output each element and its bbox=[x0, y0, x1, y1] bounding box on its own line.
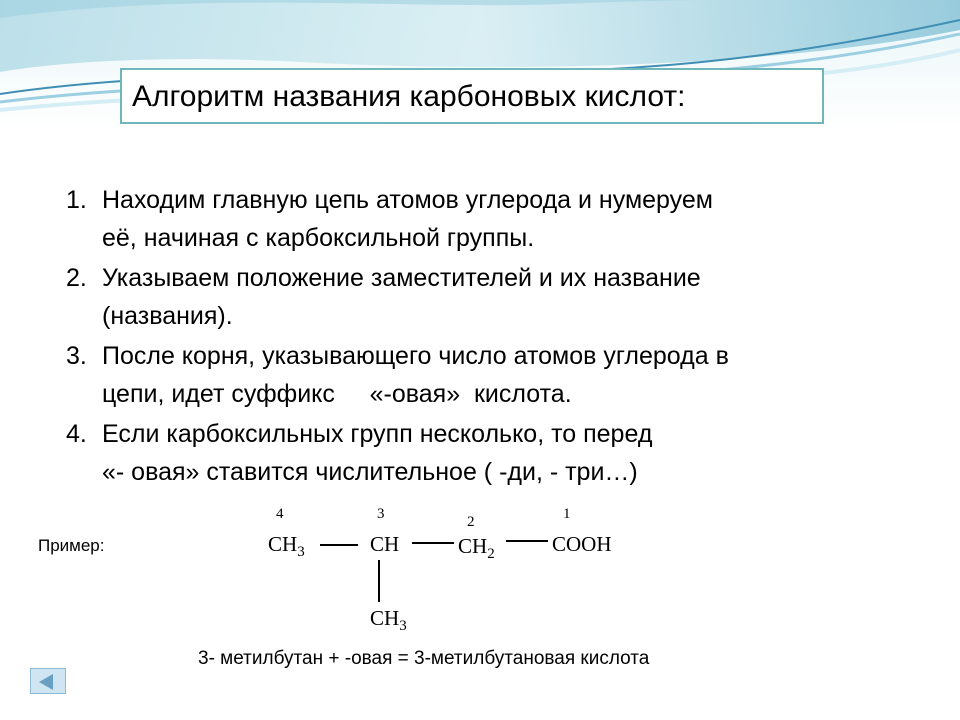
carbon-number-3: 3 bbox=[377, 506, 385, 522]
step-1-continuation: её, начиная с карбоксильной группы. bbox=[102, 224, 535, 252]
group-ch: CH bbox=[370, 532, 400, 556]
naming-equation: 3- метилбутан + -овая = 3-метилбутановая кислота bbox=[198, 648, 650, 669]
step-3 bbox=[66, 342, 729, 371]
step-3-continuation: цепи, идет суффикс «-овая» кислота. bbox=[102, 380, 572, 408]
bond-4-3 bbox=[320, 544, 358, 546]
bond-2-1 bbox=[506, 540, 548, 542]
branch-bond bbox=[378, 560, 380, 602]
step-2-continuation: (названия). bbox=[102, 302, 233, 330]
group-ch3-branch: $CH_3$ bbox=[370, 606, 407, 635]
step-text: Находим главную цепь атомов углерода и нумеруем bbox=[102, 186, 713, 214]
carbon-number-1: 1 bbox=[563, 506, 571, 522]
step-number: 2. bbox=[66, 264, 87, 292]
step-1 bbox=[66, 186, 713, 215]
step-4 bbox=[66, 420, 652, 449]
group-cooh: COOH bbox=[552, 532, 612, 556]
step-number: 1. bbox=[66, 186, 87, 214]
step-text: Если карбоксильных групп несколько, то перед bbox=[102, 420, 653, 448]
step-number: 3. bbox=[66, 342, 87, 370]
bond-3-2 bbox=[412, 542, 454, 544]
title-box bbox=[120, 68, 824, 124]
step-text: После корня, указывающего число атомов углерода в bbox=[102, 342, 729, 370]
left-arrow-icon bbox=[31, 669, 67, 695]
step-number: 4. bbox=[66, 420, 87, 448]
back-button[interactable] bbox=[30, 668, 66, 694]
carbon-number-4: 4 bbox=[276, 506, 284, 522]
step-2 bbox=[66, 264, 701, 293]
slide-title: Алгоритм названия карбоновых кислот: bbox=[132, 80, 686, 113]
example-label: Пример: bbox=[38, 536, 105, 555]
step-text: Указываем положение заместителей и их название bbox=[102, 264, 701, 292]
step-4-continuation: «- овая» ставится числительное ( -ди, - три…) bbox=[102, 458, 638, 486]
group-ch2: $CH_2$ bbox=[458, 534, 495, 563]
carbon-number-2: 2 bbox=[467, 514, 475, 530]
group-ch3-terminal: $CH_3$ bbox=[268, 532, 305, 561]
